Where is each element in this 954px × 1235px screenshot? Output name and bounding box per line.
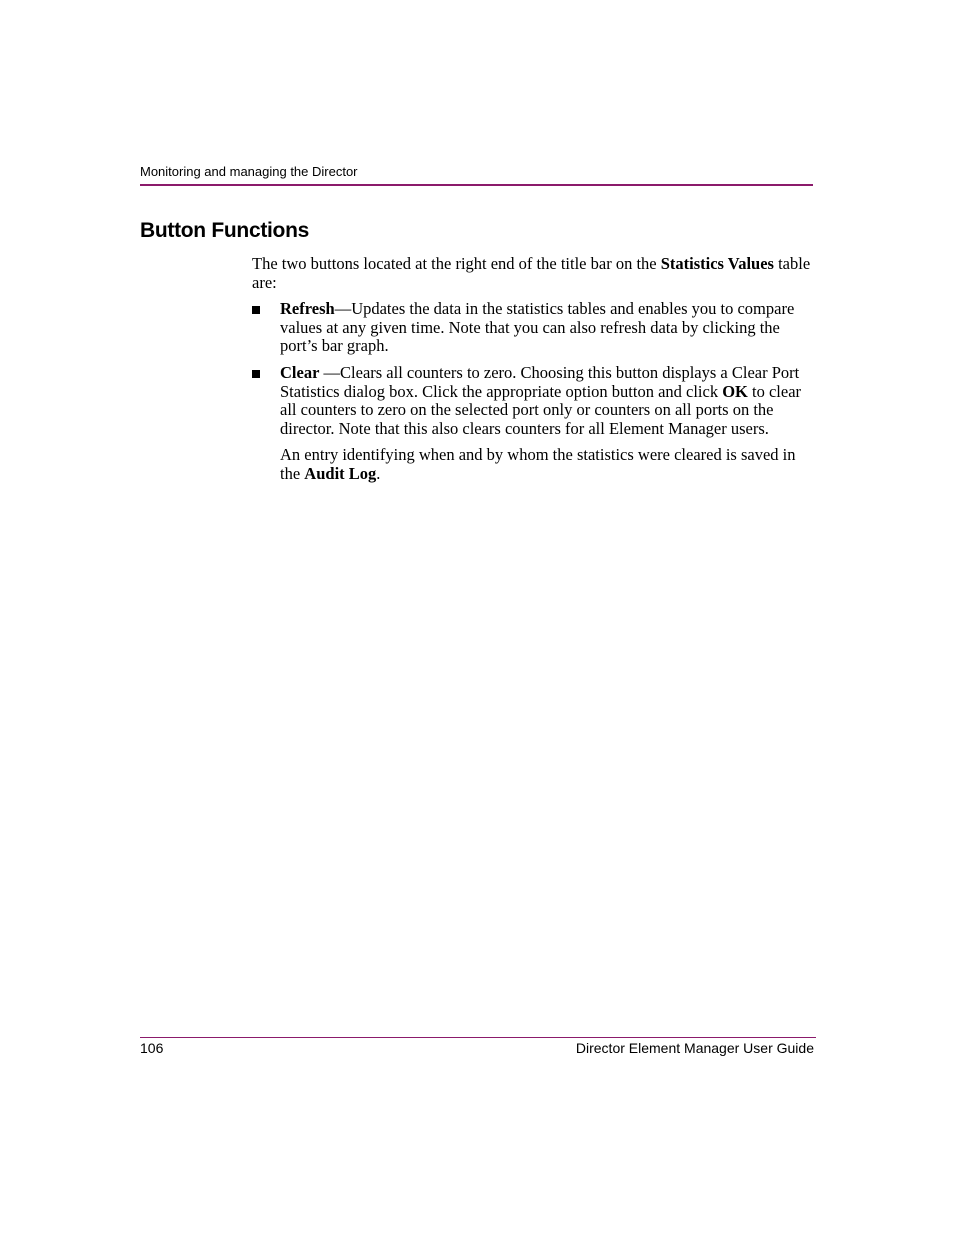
follow-text-before: An entry identifying when and by whom the statistics were cleared is saved in the	[280, 445, 796, 483]
audit-log-paragraph	[252, 446, 818, 483]
bullet-term-refresh: Refresh	[280, 299, 335, 319]
section-title: Button Functions	[140, 219, 309, 242]
bullet-text-refresh: —Updates the data in the statistics tables and enables you to compare values at any given time. Note that you can also refresh data by clicking the port’s bar graph.	[280, 299, 795, 356]
bullet-term-clear: Clear	[280, 362, 320, 382]
page-number: 106	[140, 1040, 164, 1056]
guide-title: Director Element Manager User Guide	[575, 1040, 814, 1056]
square-bullet-icon	[252, 306, 260, 314]
bullet-text-clear-before: —Clears all counters to zero. Choosing this button displays a Clear Port Statistics dialog box. Click the appropriate option button and click	[280, 362, 800, 401]
follow-text-after: .	[376, 463, 381, 483]
bullet-item-clear	[252, 364, 818, 438]
bullet-list	[252, 300, 818, 438]
running-header: Monitoring and managing the Director	[140, 164, 358, 179]
intro-text-before: The two buttons located at the right end of the title bar on the	[252, 254, 661, 273]
footer-rule	[140, 1037, 816, 1038]
square-bullet-icon	[252, 370, 260, 378]
header-rule	[140, 184, 813, 186]
bullet-bold-ok: OK	[722, 381, 748, 401]
bullet-item-refresh	[252, 300, 818, 356]
bullet-text-clear-after: to clear all counters to zero on the selected port only or counters on all ports on the director. Note that this also clears counters for all Element Manager users.	[280, 381, 802, 438]
follow-bold-term: Audit Log	[304, 463, 377, 483]
body-text	[252, 255, 818, 484]
intro-paragraph	[252, 255, 818, 292]
intro-text-after: table are:	[252, 254, 811, 292]
intro-bold-term: Statistics Values	[660, 254, 774, 273]
